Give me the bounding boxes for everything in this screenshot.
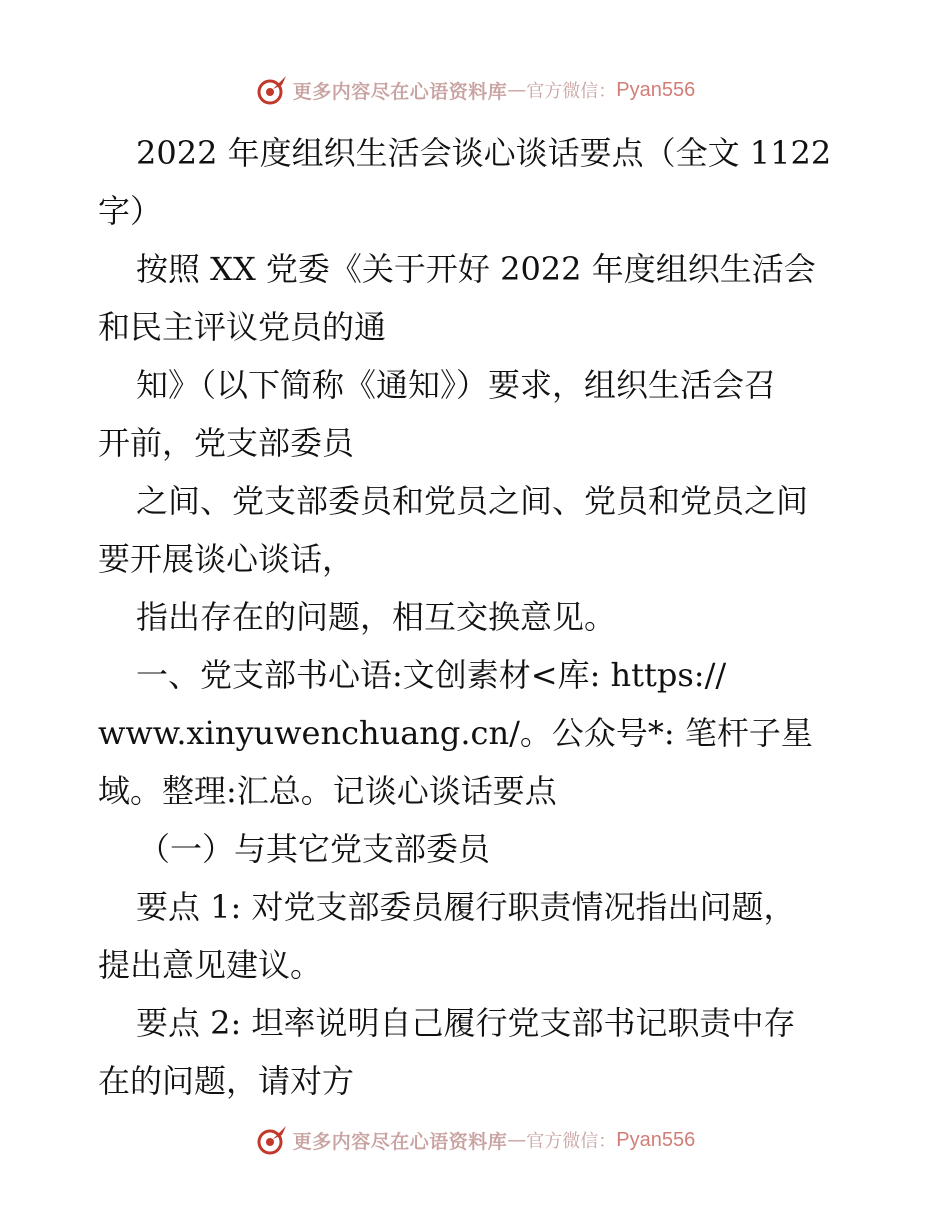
banner-slogan: 更多内容尽在心语资料库 (292, 80, 508, 103)
doc-title-line-2: 字） (98, 192, 163, 230)
banner-wechat-id: Pyan556 (616, 78, 696, 101)
banner-wechat-label: 官方微信： (526, 1131, 617, 1152)
footer-banner (0, 1120, 950, 1160)
doc-subsection-heading: （一）与其它党支部委员 (138, 830, 491, 868)
quill-logo-icon (255, 73, 289, 107)
header-banner (0, 70, 950, 110)
doc-title-line-1: 2022 年度组织生活会谈心谈话要点（全文 1122 (136, 134, 832, 172)
doc-section-heading: 一、党支部书心语:文创素材<库: https:// (136, 656, 727, 694)
banner-wechat-label: 官方微信： (526, 81, 617, 102)
doc-paragraph-line: 知》（以下简称《通知》）要求，组织生活会召 (136, 366, 777, 404)
doc-paragraph-line: 之间、党支部委员和党员之间、党员和党员之间 (136, 482, 809, 520)
doc-paragraph-line: 指出存在的问题，相互交换意见。 (136, 598, 617, 636)
doc-point-line: 提出意见建议。 (98, 946, 323, 984)
banner-separator: — (507, 79, 527, 101)
banner-separator: — (507, 1129, 527, 1151)
doc-point-line: 要点 2: 坦率说明自己履行党支部书记职责中存 (136, 1004, 796, 1042)
banner-wechat-id: Pyan556 (616, 1128, 696, 1151)
document-body (98, 124, 858, 1110)
doc-paragraph-line: 要开展谈心谈话， (98, 540, 355, 578)
doc-paragraph-line: 和民主评议党员的通 (98, 308, 387, 346)
doc-paragraph-line: 按照 XX 党委《关于开好 2022 年度组织生活会 (136, 250, 816, 288)
banner-slogan: 更多内容尽在心语资料库 (292, 1130, 508, 1153)
doc-paragraph-line: www.xinyuwenchuang.cn/。公众号*: 笔杆子星 (98, 714, 813, 752)
doc-point-line: 在的问题，请对方 (98, 1062, 355, 1100)
doc-point-line: 要点 1: 对党支部委员履行职责情况指出问题， (136, 888, 796, 926)
quill-logo-icon (255, 1123, 289, 1157)
doc-paragraph-line: 域。整理:汇总。记谈心谈话要点 (98, 772, 557, 810)
doc-paragraph-line: 开前，党支部委员 (98, 424, 355, 462)
